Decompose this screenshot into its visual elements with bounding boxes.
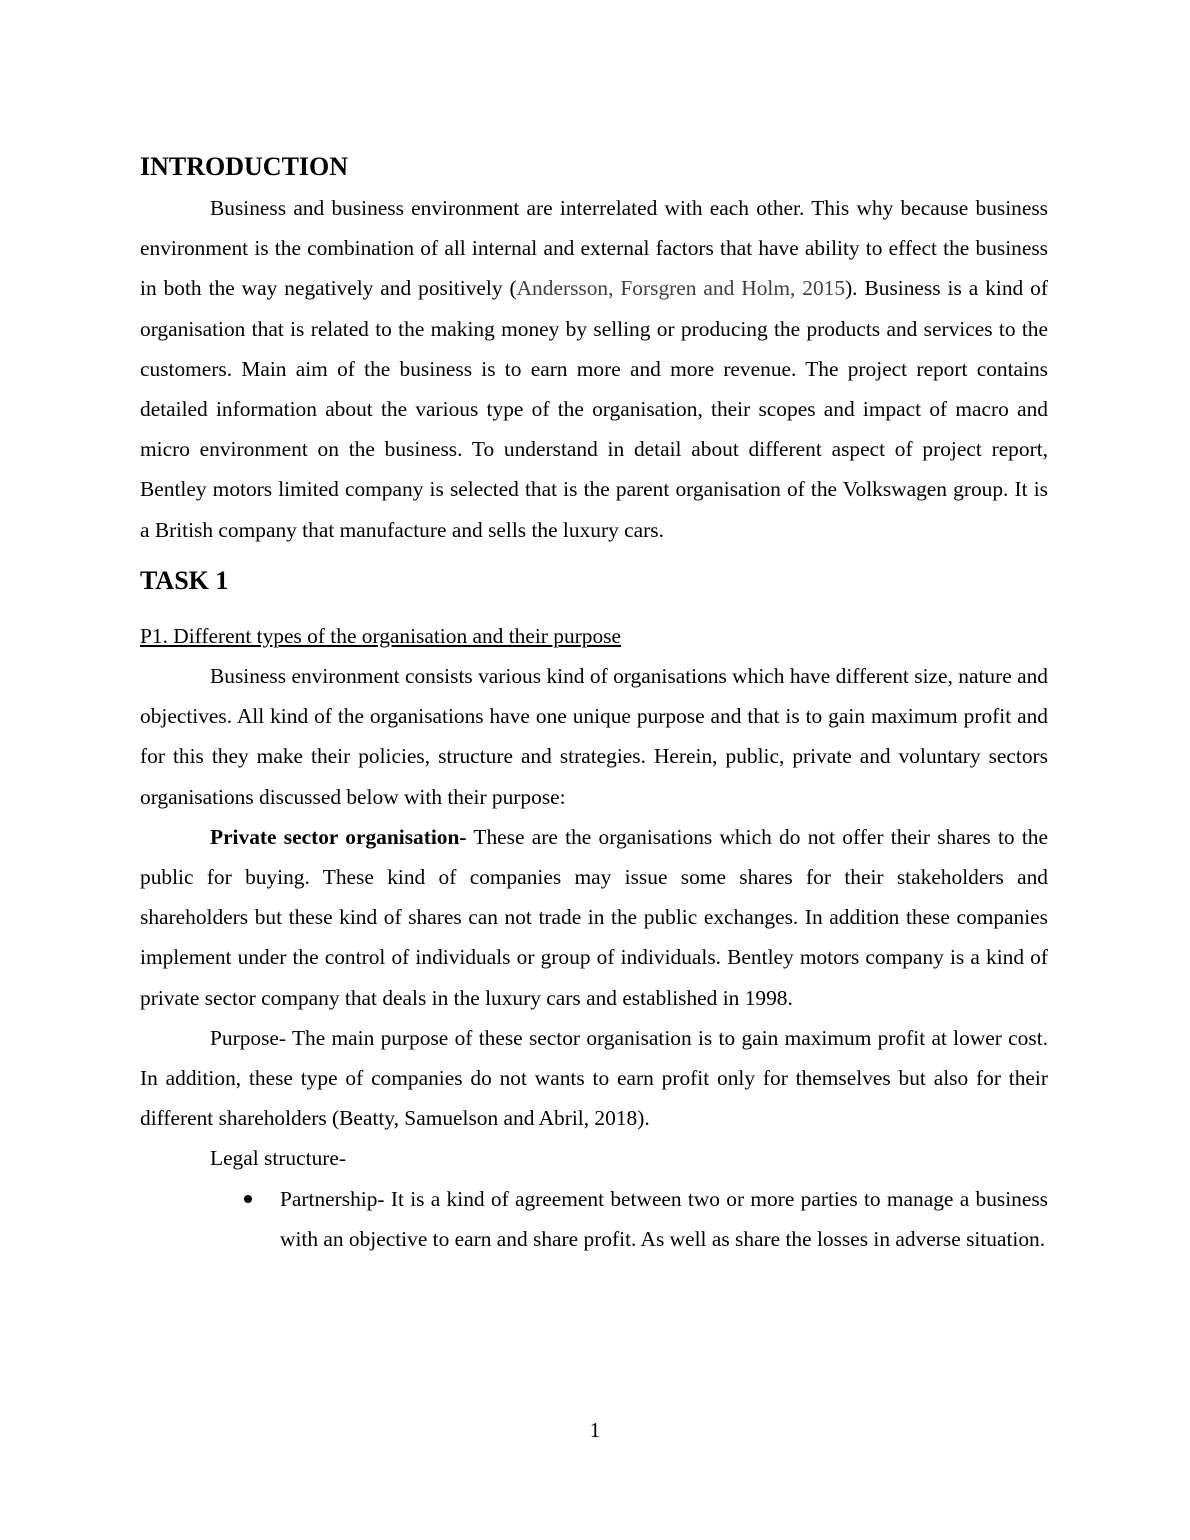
document-page [140, 146, 1048, 1259]
page-number: 1 [589, 1418, 601, 1442]
private-sector-text: These are the organisations which do not offer their shares to the public for buying. These kind of companies may issue some shares for their stakeholders and shareholders but these kind of shares can not trade in the public exchanges. In addition these companies implement under the control of individuals or group of individuals. Bentley motors company is a kind of private sector company that deals in the luxury cars and established in 1998. [140, 824, 1048, 1010]
intro-heading: INTRODUCTION [140, 152, 349, 181]
legal-structure-label: Legal structure- [210, 1146, 346, 1171]
list-item [280, 1179, 1048, 1259]
intro-text-start: Business and business environment are interrelated with each other. This why because business environment is the combination of all internal and external factors that have ability to effect the business in both the way negatively and positively ( [140, 196, 1048, 301]
task1-subheading: P1. Different types of the organisation and their purpose [140, 623, 621, 648]
private-sector-label: Private sector organisation- [210, 824, 467, 849]
bullet-icon [244, 1195, 252, 1203]
task1-heading: TASK 1 [140, 565, 229, 595]
legal-structure-list [140, 1179, 1048, 1259]
task1-paragraph: Business environment consists various kind of organisations which have different size, nature and objectives. All kind of the organisations have one unique purpose and that is to gain maximum profit and for this they make their policies, structure and strategies. Herein, public, private and voluntary sectors organisations discussed below with their purpose: [140, 664, 1048, 809]
intro-paragraph [140, 188, 1048, 550]
list-item-text: Partnership- It is a kind of agreement between two or more parties to manage a business with an objective to earn and share profit. As well as share the losses in adverse situation. [280, 1186, 1048, 1251]
intro-text-end: ). Business is a kind of organisation that is related to the making money by selling or producing the products and services to the customers. Main aim of the business is to earn more and more revenue. The project report contains detailed information about the various type of the organisation, their scopes and impact of macro and micro environment on the business. To understand in detail about different aspect of project report, Bentley motors limited company is selected that is the parent organisation of the Volkswagen group. It is a British company that manufacture and sells the luxury cars. [140, 276, 1048, 542]
private-sector-paragraph [140, 817, 1048, 1018]
purpose-paragraph: Purpose- The main purpose of these sector organisation is to gain maximum profit at lower cost. In addition, these type of companies do not wants to earn profit only for themselves but also for their different shareholders (Beatty, Samuelson and Abril, 2018). [140, 1025, 1048, 1131]
intro-citation: Andersson, Forsgren and Holm, 2015 [516, 276, 846, 301]
